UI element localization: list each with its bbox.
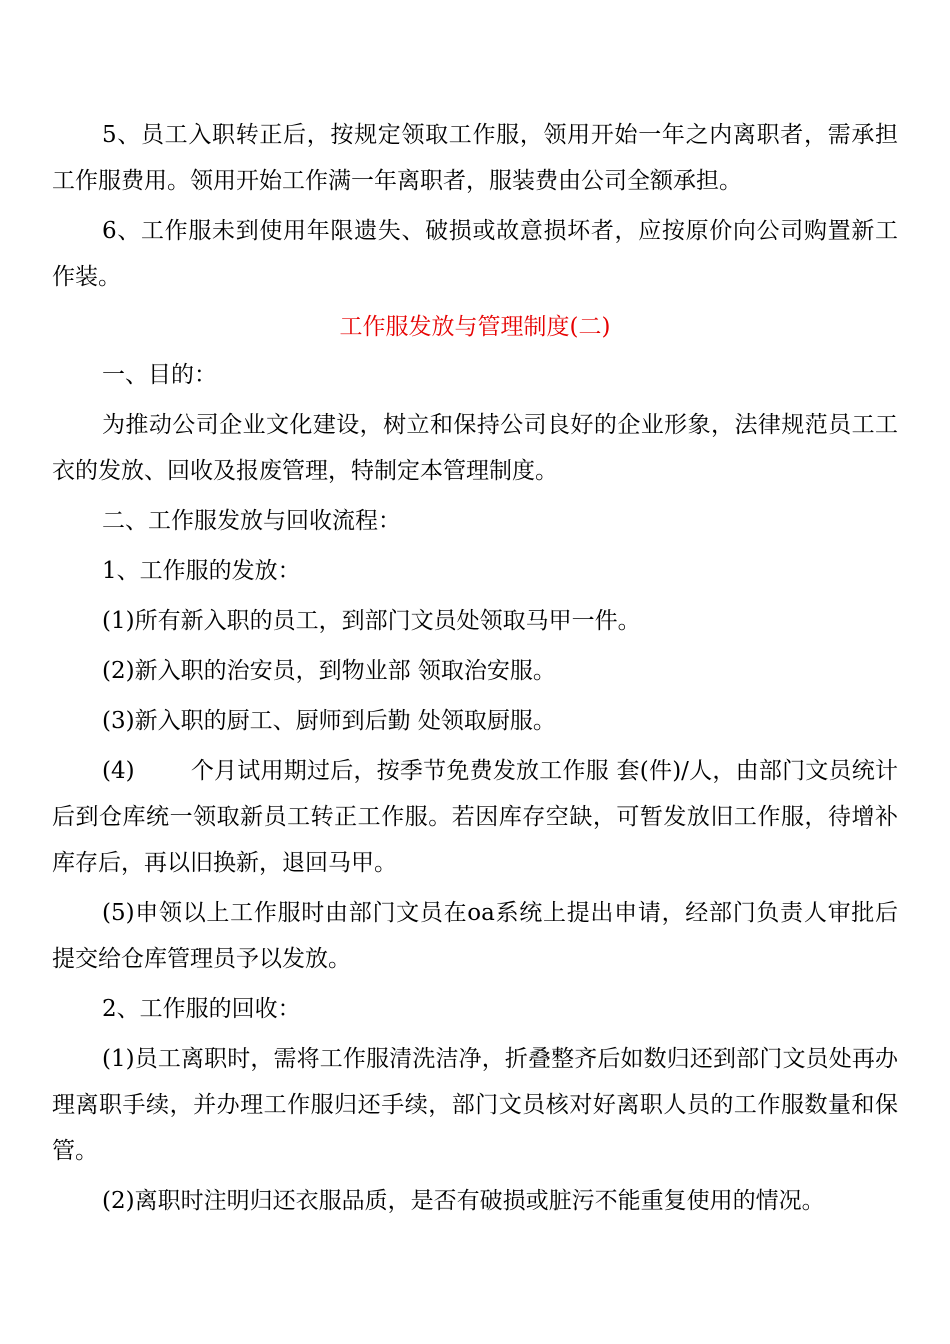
heading-process: 二、工作服发放与回收流程： [102,508,401,534]
paragraph-issue-1: (1)所有新入职的员工，到部门文员处领取马甲一件。 [102,608,641,634]
paragraph-recovery-1: (1)员工离职时，需将工作服清洗洁净，折叠整齐后如数归还到部门文员处再办理离职手续，并办理工作服归还手续，部门文员核对好离职人员的工作服数量和保管。 [52,1046,898,1164]
paragraph-issue-4-text: 个月试用期过后，按季节免费发放工作服 套(件)/人，由部门文员统计后到仓库统一领取新员工转正工作服。若因库存空缺，可暂发放旧工作服，待增补库存后，再以旧换新，退回马甲。 [52,758,898,876]
heading-issue: 1、工作服的发放： [102,558,301,584]
paragraph-issue-4-prefix: (4) [102,758,135,784]
paragraph-issue-4 [52,748,898,886]
paragraph-recovery-2: (2)离职时注明归还衣服品质，是否有破损或脏污不能重复使用的情况。 [102,1188,825,1214]
paragraph-purpose: 为推动公司企业文化建设，树立和保持公司良好的企业形象，法律规范员工工衣的发放、回收及报废管理，特制定本管理制度。 [52,412,898,484]
paragraph-issue-2: (2)新入职的治安员，到物业部 领取治安服。 [102,658,556,684]
section-title: 工作服发放与管理制度(二) [339,314,611,340]
document-page [52,112,898,1228]
paragraph-clause-6: 6、工作服未到使用年限遗失、破损或故意损坏者，应按原价向公司购置新工作装。 [52,218,898,290]
heading-recovery: 2、工作服的回收： [102,996,301,1022]
paragraph-issue-5: (5)申领以上工作服时由部门文员在oa系统上提出申请，经部门负责人审批后提交给仓库管理员予以发放。 [52,900,898,972]
paragraph-issue-3: (3)新入职的厨工、厨师到后勤 处领取厨服。 [102,708,556,734]
paragraph-clause-5: 5、员工入职转正后，按规定领取工作服，领用开始一年之内离职者，需承担工作服费用。领用开始工作满一年离职者，服装费由公司全额承担。 [52,122,898,194]
heading-purpose: 一、目的： [102,362,217,388]
